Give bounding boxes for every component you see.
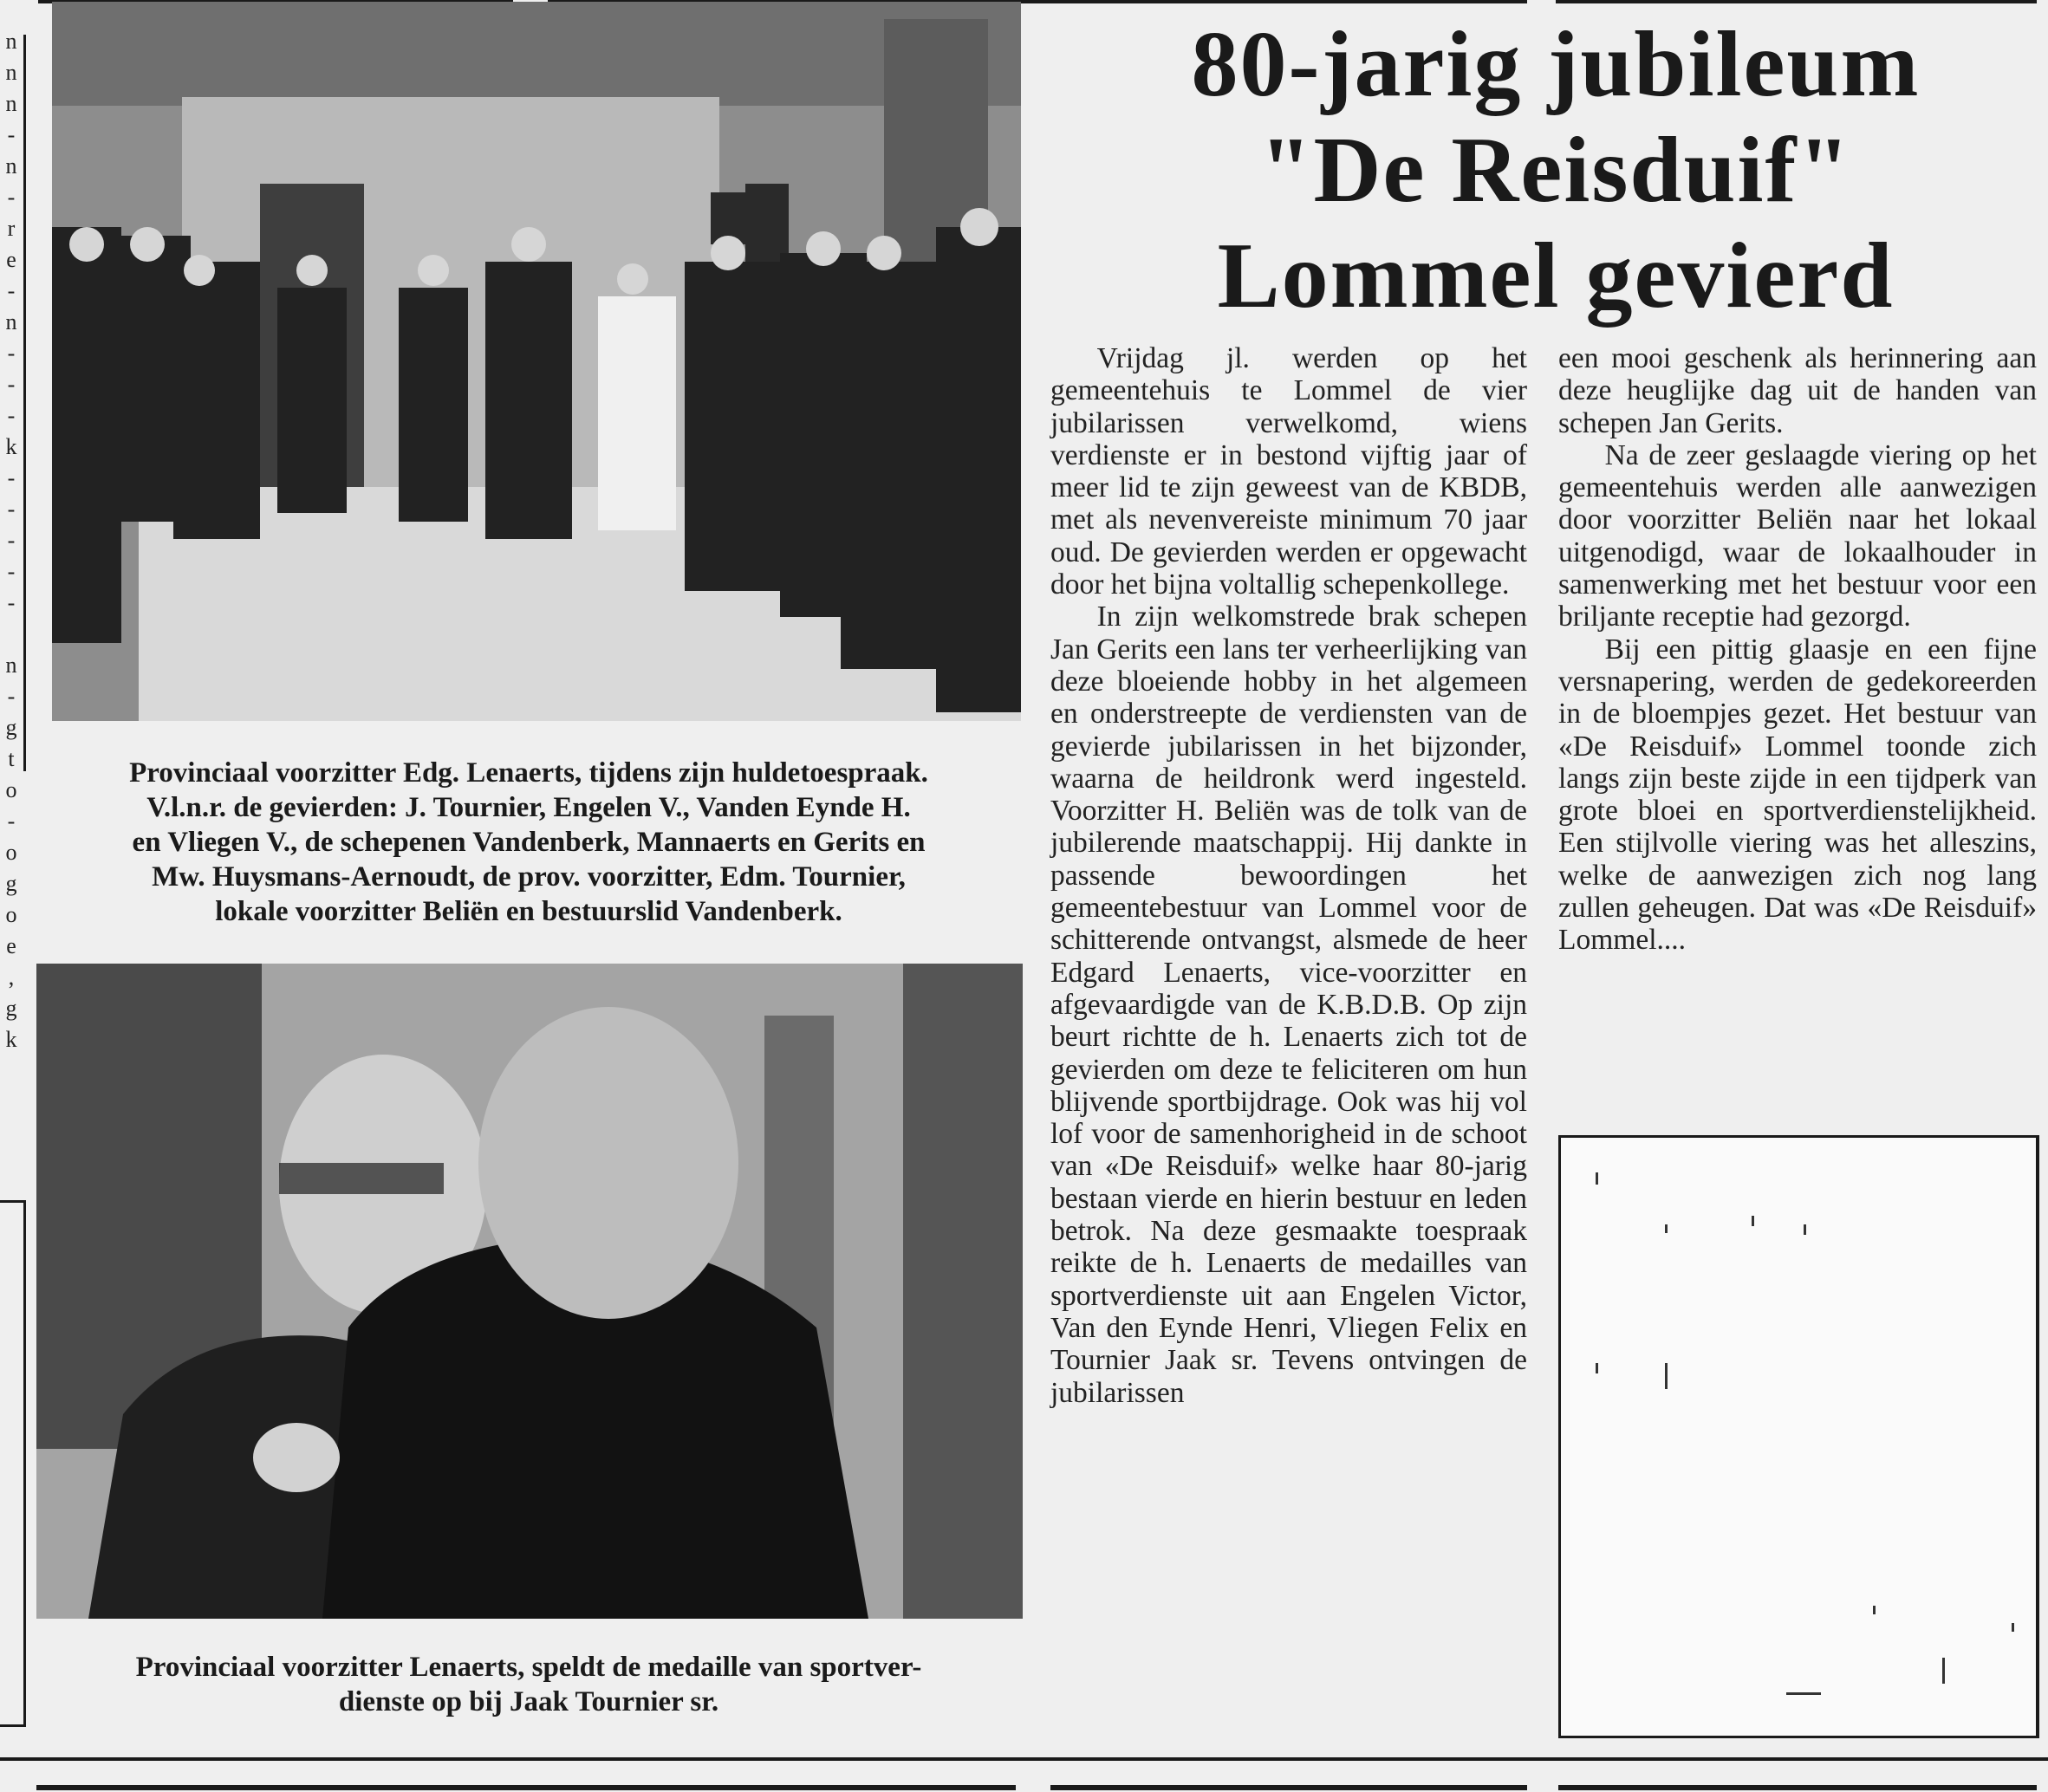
bottom-rule xyxy=(0,1757,2048,1761)
medal-pinning-photo xyxy=(36,964,1023,1619)
fragment-letter: n xyxy=(5,60,17,85)
column-2-paragraph-3: Bij een pittig glaasje en een fijne versnapering, werden de gedekoreerden in de bloempjes gezet. Het bestuur van «De Reisduif» Lommel toonde zich langs zijn beste zijde in een tijdperk van grote bloei en sportverdienstelijkheid. Een stijlvolle viering was het alleszins, welke de aanwezigen zich nog lang zullen geheugen. Dat was «De Reisduif» Lommel.... xyxy=(1558,633,2037,957)
left-fragment-rule-4 xyxy=(0,1724,26,1727)
fragment-letter: - xyxy=(7,341,16,366)
column-2-paragraph-1: een mooi geschenk als herinnering aan deze heuglijke dag uit de handen van schepen Jan Gerits. xyxy=(1558,342,2037,439)
fragment-letter: k xyxy=(5,434,17,459)
fragment-letter: o xyxy=(5,902,17,927)
fragment-letter: - xyxy=(7,528,16,553)
bottom-rule-right xyxy=(1558,1785,2037,1790)
headline-line-2: "De Reisduif" xyxy=(1259,119,1852,222)
headline-line-3: Lommel gevierd xyxy=(1217,224,1895,328)
fragment-letter: g xyxy=(5,996,17,1021)
fragment-letter: - xyxy=(7,278,16,303)
fragment-letter: - xyxy=(7,465,16,490)
fragment-letter: - xyxy=(7,372,16,397)
bottom-photo-caption xyxy=(35,1650,1023,1719)
headline-line-1: 80-jarig jubileum xyxy=(1191,13,1921,116)
column-2-paragraph-2: Na de zeer geslaagde viering op het gemeentehuis werden alle aanwezigen door voorzitter Beliën naar het lokaal uitgenodigd, waar de lokaalhouder in samenwerking met het bestuur voor een briljante receptie had gezorgd. xyxy=(1558,438,2037,633)
fragment-letter: k xyxy=(5,1027,17,1052)
ceremony-group-photo xyxy=(52,2,1021,721)
fragment-letter: , xyxy=(8,964,15,990)
left-fragment-rule-2 xyxy=(0,1200,26,1203)
fragment-letter: n xyxy=(5,653,17,678)
fragment-letter: o xyxy=(5,840,17,865)
top-photo-caption xyxy=(35,756,1023,929)
fragment-letter: - xyxy=(7,403,16,428)
fragment-letter: - xyxy=(7,497,16,522)
fragment-letter: g xyxy=(5,715,17,740)
fragment-letter: - xyxy=(7,590,16,615)
fragment-letter: - xyxy=(7,559,16,584)
fragment-letter: n xyxy=(5,91,17,116)
left-column-fragment xyxy=(0,26,23,1178)
fragment-letter: n xyxy=(5,29,17,54)
empty-boxed-area xyxy=(1558,1135,2039,1738)
fragment-letter: g xyxy=(5,871,17,896)
fragment-letter: - xyxy=(7,122,16,147)
fragment-letter: - xyxy=(7,808,16,834)
column-1-paragraph-1: Vrijdag jl. werden op het gemeentehuis te Lommel de vier jubilarissen verwelkomd, wiens verdienste er in bestond vijftig jaar of meer lid te zijn geweest van de KBDB, met als nevenvereiste minimum 70 jaar oud. De gevierden werden er opgewacht door het bijna voltallig schepenkollege. xyxy=(1050,342,1527,601)
column-1-paragraph-2: In zijn welkomstrede brak schepen Jan Gerits een lans ter verheerlijking van deze bloeiende hobby in het algemeen en onderstreepte de verdiensten van de gevierde jubilarissen in het bijzonder, waarna de heildronk werd ingesteld. Voorzitter H. Beliën was de tolk van de jubilerende maatschappij. Hij dankte in passende bewoordingen het gemeentebestuur van Lommel voor de schitterende ontvangst, alsmede de heer Edgard Lenaerts, vice-voorzitter en afgevaardigde van de K.B.D.B. Op zijn beurt richtte de h. Lenaerts zich tot de gevierden om deze te feliciteren om hun blijvende sportbijdrage. Ook was hij vol lof voor de samenhorigheid in de schoot van «De Reisduif» welke haar 80-jarig bestaan vierde en hierin bestuur en leden betrok. Na deze gesmaakte toespraak reikte de h. Lenaerts de medailles van sportverdienste uit aan Engelen Victor, Van den Eynde Henri, Vliegen Felix en Tournier Jaak sr. Tevens ontvingen de jubilarissen xyxy=(1050,601,1527,1409)
fragment-letter: - xyxy=(7,185,16,210)
bottom-rule-middle xyxy=(1050,1785,1527,1790)
top-rule-right xyxy=(1556,0,2037,3)
article-column-2 xyxy=(1558,342,2037,957)
left-fragment-rule-3 xyxy=(23,1200,26,1724)
fragment-letter: r xyxy=(7,216,16,241)
fragment-letter: n xyxy=(5,309,17,334)
fragment-letter: o xyxy=(5,777,17,802)
fragment-letter: n xyxy=(5,153,17,179)
top-caption-line-3: en Vliegen V., de schepenen Vandenberk, Mannaerts en Gerits en xyxy=(132,827,926,858)
bottom-caption-line-1: Provinciaal voorzitter Lenaerts, speldt de medaille van sportver- xyxy=(135,1652,922,1683)
article-column-1 xyxy=(1050,342,1527,1409)
fragment-letter: t xyxy=(8,746,15,771)
top-caption-line-5: lokale voorzitter Beliën en bestuurslid Vandenberk. xyxy=(215,896,842,927)
left-fragment-rule-1 xyxy=(23,35,26,771)
top-caption-line-2: V.l.n.r. de gevierden: J. Tournier, Engelen V., Vanden Eynde H. xyxy=(146,792,911,823)
fragment-letter: e xyxy=(6,247,16,272)
fragment-letter: e xyxy=(6,933,16,958)
bottom-caption-line-2: dienste op bij Jaak Tournier sr. xyxy=(338,1686,719,1717)
bottom-rule-left xyxy=(36,1785,1016,1790)
fragment-letter: - xyxy=(7,684,16,709)
article-headline xyxy=(1066,12,2045,329)
top-caption-line-1: Provinciaal voorzitter Edg. Lenaerts, tijdens zijn huldetoespraak. xyxy=(129,757,928,789)
top-caption-line-4: Mw. Huysmans-Aernoudt, de prov. voorzitter, Edm. Tournier, xyxy=(152,861,906,893)
